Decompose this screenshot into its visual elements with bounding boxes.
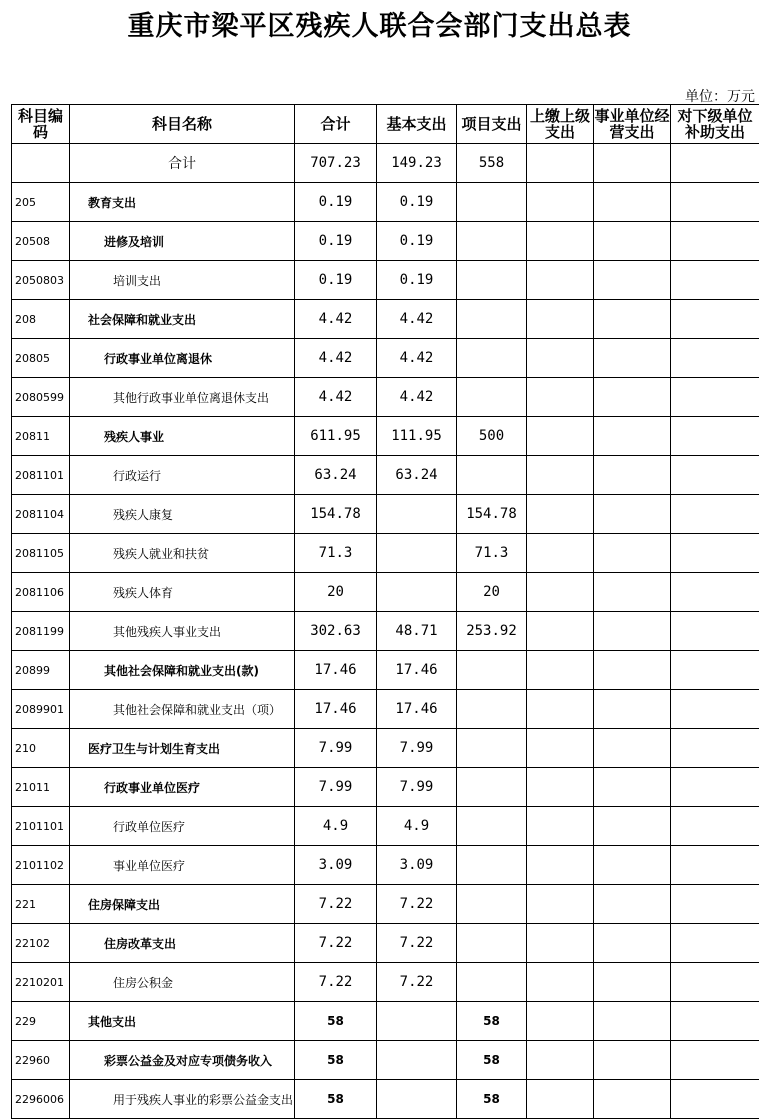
- table-row: [12, 963, 759, 1002]
- table-row: [12, 378, 759, 417]
- row-upper: [527, 768, 594, 807]
- row-total: 4.42: [295, 378, 377, 417]
- header-project: 项目支出: [457, 105, 527, 144]
- row-name: 住房改革支出: [70, 924, 295, 963]
- table-row: [12, 1002, 759, 1041]
- row-code: 2081105: [12, 534, 70, 573]
- row-subsidy: [671, 885, 759, 924]
- row-project: 58: [457, 1002, 527, 1041]
- row-subsidy: [671, 495, 759, 534]
- row-project: [457, 924, 527, 963]
- row-code: 2101102: [12, 846, 70, 885]
- row-upper: [527, 183, 594, 222]
- row-total: 154.78: [295, 495, 377, 534]
- row-basic: 0.19: [377, 183, 457, 222]
- row-basic: [377, 534, 457, 573]
- row-basic: 7.99: [377, 729, 457, 768]
- row-upper: [527, 1080, 594, 1119]
- row-business: [594, 417, 671, 456]
- row-subsidy: [671, 183, 759, 222]
- row-project: 500: [457, 417, 527, 456]
- table-row: [12, 261, 759, 300]
- row-name: 其他行政事业单位离退休支出: [70, 378, 295, 417]
- row-name: 社会保障和就业支出: [70, 300, 295, 339]
- row-upper: [527, 1041, 594, 1080]
- expenditure-table: [11, 104, 759, 1119]
- row-subsidy: [671, 573, 759, 612]
- total-business: [594, 144, 671, 183]
- row-total: 7.22: [295, 924, 377, 963]
- row-upper: [527, 1002, 594, 1041]
- row-name: 事业单位医疗: [70, 846, 295, 885]
- table-row: [12, 1041, 759, 1080]
- row-subsidy: [671, 339, 759, 378]
- row-basic: 0.19: [377, 261, 457, 300]
- row-project: 58: [457, 1041, 527, 1080]
- row-project: [457, 456, 527, 495]
- row-total: 58: [295, 1002, 377, 1041]
- row-name: 行政单位医疗: [70, 807, 295, 846]
- table-row: [12, 495, 759, 534]
- row-upper: [527, 495, 594, 534]
- row-project: [457, 300, 527, 339]
- row-project: 71.3: [457, 534, 527, 573]
- row-total: 58: [295, 1080, 377, 1119]
- row-code: 20899: [12, 651, 70, 690]
- row-name: 其他社会保障和就业支出（项）: [70, 690, 295, 729]
- row-basic: 3.09: [377, 846, 457, 885]
- row-total: 17.46: [295, 651, 377, 690]
- table-row: [12, 768, 759, 807]
- row-business: [594, 807, 671, 846]
- row-total: 0.19: [295, 261, 377, 300]
- row-name: 残疾人体育: [70, 573, 295, 612]
- row-name: 其他支出: [70, 1002, 295, 1041]
- header-code: 科目编码: [12, 105, 70, 144]
- row-business: [594, 768, 671, 807]
- row-name: 医疗卫生与计划生育支出: [70, 729, 295, 768]
- row-business: [594, 1080, 671, 1119]
- row-code: 20805: [12, 339, 70, 378]
- row-subsidy: [671, 651, 759, 690]
- row-name: 其他社会保障和就业支出(款): [70, 651, 295, 690]
- row-name: 行政运行: [70, 456, 295, 495]
- row-basic: 4.42: [377, 300, 457, 339]
- row-business: [594, 456, 671, 495]
- row-name: 住房保障支出: [70, 885, 295, 924]
- unit-label: 单位：万元: [685, 86, 755, 106]
- table-row: [12, 612, 759, 651]
- row-subsidy: [671, 963, 759, 1002]
- row-basic: 4.9: [377, 807, 457, 846]
- table-row: [12, 339, 759, 378]
- row-business: [594, 222, 671, 261]
- row-project: [457, 222, 527, 261]
- row-business: [594, 729, 671, 768]
- row-project: [457, 378, 527, 417]
- row-project: 154.78: [457, 495, 527, 534]
- table-row: [12, 534, 759, 573]
- row-basic: 63.24: [377, 456, 457, 495]
- row-business: [594, 885, 671, 924]
- row-project: [457, 729, 527, 768]
- row-code: 21011: [12, 768, 70, 807]
- row-basic: [377, 1002, 457, 1041]
- row-basic: 4.42: [377, 339, 457, 378]
- total-upper: [527, 144, 594, 183]
- row-business: [594, 534, 671, 573]
- row-basic: 7.22: [377, 963, 457, 1002]
- header-subsidy: 对下级单位补助支出: [671, 105, 759, 144]
- row-total: 7.99: [295, 729, 377, 768]
- row-project: [457, 885, 527, 924]
- row-business: [594, 183, 671, 222]
- row-business: [594, 495, 671, 534]
- row-name: 进修及培训: [70, 222, 295, 261]
- table-body: [12, 183, 759, 1119]
- row-code: 2101101: [12, 807, 70, 846]
- row-project: 253.92: [457, 612, 527, 651]
- row-project: [457, 690, 527, 729]
- row-name: 用于残疾人事业的彩票公益金支出: [70, 1080, 295, 1119]
- row-name: 行政事业单位离退休: [70, 339, 295, 378]
- row-basic: 7.22: [377, 885, 457, 924]
- row-name: 教育支出: [70, 183, 295, 222]
- row-project: 58: [457, 1080, 527, 1119]
- total-code: [12, 144, 70, 183]
- row-business: [594, 261, 671, 300]
- row-project: [457, 768, 527, 807]
- row-business: [594, 1041, 671, 1080]
- row-name: 培训支出: [70, 261, 295, 300]
- row-business: [594, 612, 671, 651]
- row-total: 0.19: [295, 183, 377, 222]
- row-code: 2080599: [12, 378, 70, 417]
- row-business: [594, 963, 671, 1002]
- row-basic: [377, 573, 457, 612]
- row-business: [594, 651, 671, 690]
- total-row: [12, 144, 759, 183]
- row-code: 2081199: [12, 612, 70, 651]
- row-business: [594, 378, 671, 417]
- row-name: 残疾人康复: [70, 495, 295, 534]
- row-total: 302.63: [295, 612, 377, 651]
- row-basic: [377, 1080, 457, 1119]
- row-upper: [527, 846, 594, 885]
- row-name: 其他残疾人事业支出: [70, 612, 295, 651]
- table-row: [12, 300, 759, 339]
- row-subsidy: [671, 222, 759, 261]
- total-name: 合计: [70, 144, 295, 183]
- total-subsidy: [671, 144, 759, 183]
- row-total: 7.99: [295, 768, 377, 807]
- row-subsidy: [671, 807, 759, 846]
- row-upper: [527, 807, 594, 846]
- row-subsidy: [671, 729, 759, 768]
- row-total: 4.42: [295, 300, 377, 339]
- row-subsidy: [671, 261, 759, 300]
- row-basic: 0.19: [377, 222, 457, 261]
- row-subsidy: [671, 456, 759, 495]
- row-upper: [527, 924, 594, 963]
- table-row: [12, 573, 759, 612]
- row-business: [594, 339, 671, 378]
- row-total: 0.19: [295, 222, 377, 261]
- table-row: [12, 690, 759, 729]
- row-code: 2050803: [12, 261, 70, 300]
- row-subsidy: [671, 690, 759, 729]
- row-code: 22960: [12, 1041, 70, 1080]
- row-upper: [527, 690, 594, 729]
- row-project: 20: [457, 573, 527, 612]
- row-subsidy: [671, 378, 759, 417]
- row-upper: [527, 612, 594, 651]
- row-name: 残疾人事业: [70, 417, 295, 456]
- header-upper: 上缴上级支出: [527, 105, 594, 144]
- row-total: 71.3: [295, 534, 377, 573]
- table-row: [12, 885, 759, 924]
- table-row: [12, 924, 759, 963]
- header-basic: 基本支出: [377, 105, 457, 144]
- row-upper: [527, 300, 594, 339]
- row-upper: [527, 222, 594, 261]
- row-upper: [527, 573, 594, 612]
- row-business: [594, 300, 671, 339]
- row-subsidy: [671, 846, 759, 885]
- row-upper: [527, 885, 594, 924]
- row-upper: [527, 378, 594, 417]
- row-subsidy: [671, 924, 759, 963]
- row-project: [457, 846, 527, 885]
- row-code: 2089901: [12, 690, 70, 729]
- row-total: 58: [295, 1041, 377, 1080]
- table-row: [12, 807, 759, 846]
- row-project: [457, 963, 527, 1002]
- row-code: 2081104: [12, 495, 70, 534]
- row-project: [457, 183, 527, 222]
- header-name: 科目名称: [70, 105, 295, 144]
- row-subsidy: [671, 417, 759, 456]
- row-name: 彩票公益金及对应专项债务收入: [70, 1041, 295, 1080]
- row-project: [457, 651, 527, 690]
- row-basic: 7.22: [377, 924, 457, 963]
- table-row: [12, 222, 759, 261]
- row-code: 229: [12, 1002, 70, 1041]
- row-total: 20: [295, 573, 377, 612]
- row-code: 2081101: [12, 456, 70, 495]
- row-basic: 111.95: [377, 417, 457, 456]
- row-total: 7.22: [295, 963, 377, 1002]
- row-code: 2296006: [12, 1080, 70, 1119]
- row-upper: [527, 534, 594, 573]
- row-upper: [527, 261, 594, 300]
- table-row: [12, 729, 759, 768]
- row-upper: [527, 963, 594, 1002]
- row-basic: 17.46: [377, 651, 457, 690]
- row-total: 4.9: [295, 807, 377, 846]
- table-row: [12, 417, 759, 456]
- row-upper: [527, 651, 594, 690]
- row-subsidy: [671, 612, 759, 651]
- row-upper: [527, 729, 594, 768]
- row-code: 22102: [12, 924, 70, 963]
- row-subsidy: [671, 1002, 759, 1041]
- row-total: 63.24: [295, 456, 377, 495]
- row-project: [457, 261, 527, 300]
- table-row: [12, 1080, 759, 1119]
- row-total: 7.22: [295, 885, 377, 924]
- row-total: 611.95: [295, 417, 377, 456]
- page-title: 重庆市梁平区残疾人联合会部门支出总表: [0, 4, 759, 43]
- row-code: 2210201: [12, 963, 70, 1002]
- row-business: [594, 1002, 671, 1041]
- row-subsidy: [671, 1041, 759, 1080]
- total-total: 707.23: [295, 144, 377, 183]
- row-code: 210: [12, 729, 70, 768]
- table-row: [12, 651, 759, 690]
- row-basic: [377, 495, 457, 534]
- row-total: 4.42: [295, 339, 377, 378]
- table-row: [12, 183, 759, 222]
- total-basic: 149.23: [377, 144, 457, 183]
- header-total: 合计: [295, 105, 377, 144]
- row-code: 208: [12, 300, 70, 339]
- table-row: [12, 846, 759, 885]
- row-basic: 17.46: [377, 690, 457, 729]
- header-business: 事业单位经营支出: [594, 105, 671, 144]
- row-code: 205: [12, 183, 70, 222]
- row-basic: 4.42: [377, 378, 457, 417]
- row-project: [457, 339, 527, 378]
- row-upper: [527, 417, 594, 456]
- total-project: 558: [457, 144, 527, 183]
- row-subsidy: [671, 768, 759, 807]
- row-name: 行政事业单位医疗: [70, 768, 295, 807]
- row-business: [594, 846, 671, 885]
- row-subsidy: [671, 534, 759, 573]
- row-code: 20811: [12, 417, 70, 456]
- row-code: 221: [12, 885, 70, 924]
- row-business: [594, 690, 671, 729]
- row-total: 3.09: [295, 846, 377, 885]
- table-row: [12, 456, 759, 495]
- row-upper: [527, 339, 594, 378]
- row-total: 17.46: [295, 690, 377, 729]
- row-business: [594, 573, 671, 612]
- row-code: 2081106: [12, 573, 70, 612]
- row-code: 20508: [12, 222, 70, 261]
- row-name: 残疾人就业和扶贫: [70, 534, 295, 573]
- row-project: [457, 807, 527, 846]
- row-basic: 7.99: [377, 768, 457, 807]
- row-name: 住房公积金: [70, 963, 295, 1002]
- row-upper: [527, 456, 594, 495]
- row-subsidy: [671, 300, 759, 339]
- row-subsidy: [671, 1080, 759, 1119]
- row-basic: 48.71: [377, 612, 457, 651]
- row-business: [594, 924, 671, 963]
- header-row: [12, 105, 759, 144]
- row-basic: [377, 1041, 457, 1080]
